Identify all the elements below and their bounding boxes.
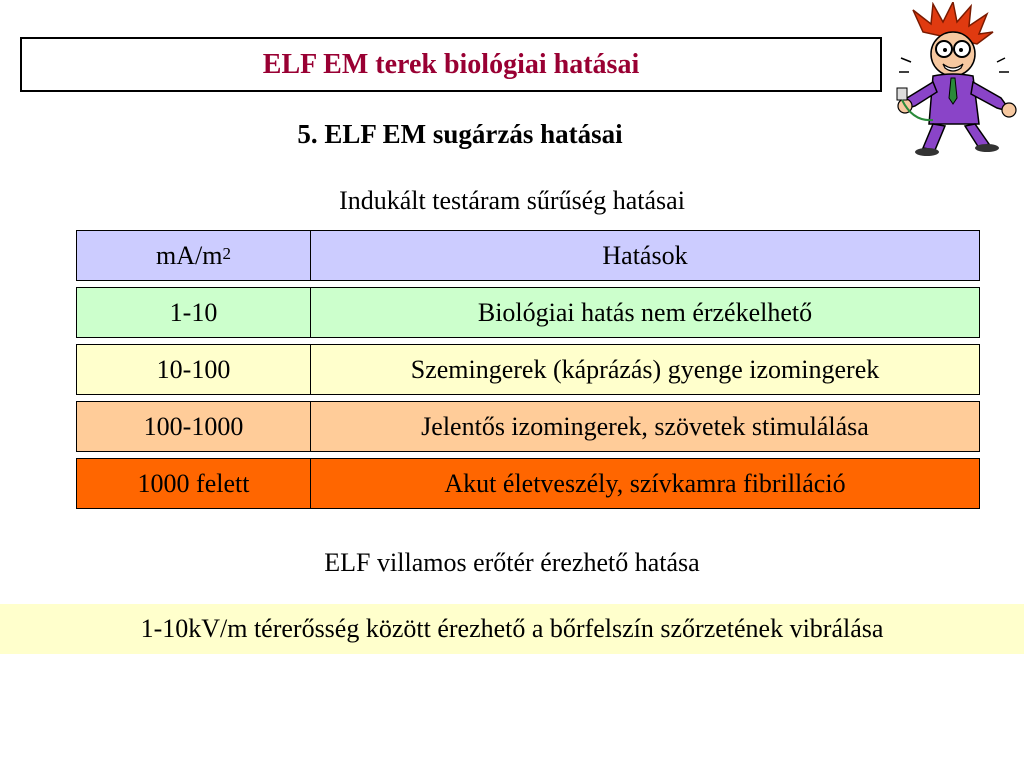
table-caption: Indukált testáram sűrűség hatásai: [339, 186, 685, 215]
range-cell: 10-100: [77, 345, 311, 394]
range-cell: 100-1000: [77, 402, 311, 451]
effects-header-cell: Hatások: [602, 240, 688, 270]
effect-cell: Jelentős izomingerek, szövetek stimulálása: [421, 411, 869, 441]
electrocuted-cartoon-icon: [893, 2, 1021, 158]
section-heading: 5. ELF EM sugárzás hatásai: [297, 119, 623, 149]
table-row: [76, 287, 980, 338]
elf-field-effect-text: 1-10kV/m térerősség között érezhető a bőrfelszín szőrzetének vibrálása: [140, 614, 884, 643]
effect-cell: Szemingerek (káprázás) gyenge izomingerek: [410, 354, 880, 384]
effect-cell: Biológiai hatás nem érzékelhető: [477, 297, 813, 327]
table-row: [76, 458, 980, 509]
elf-field-heading: ELF villamos erőtér érezhető hatása: [324, 548, 700, 577]
table-row: [76, 344, 980, 395]
title-box: [20, 37, 882, 92]
unit-header-cell: mA/m 2: [77, 231, 311, 280]
table-row: [76, 401, 980, 452]
table-header-row: [76, 230, 980, 281]
unit-header-label: mA/m: [156, 240, 223, 270]
effect-cell: Akut életveszély, szívkamra fibrilláció: [444, 468, 846, 498]
page-title: ELF EM terek biológiai hatásai: [262, 48, 640, 80]
elf-field-effect-band: [0, 604, 1024, 654]
range-cell: 1-10: [77, 288, 311, 337]
range-cell: 1000 felett: [77, 459, 311, 508]
